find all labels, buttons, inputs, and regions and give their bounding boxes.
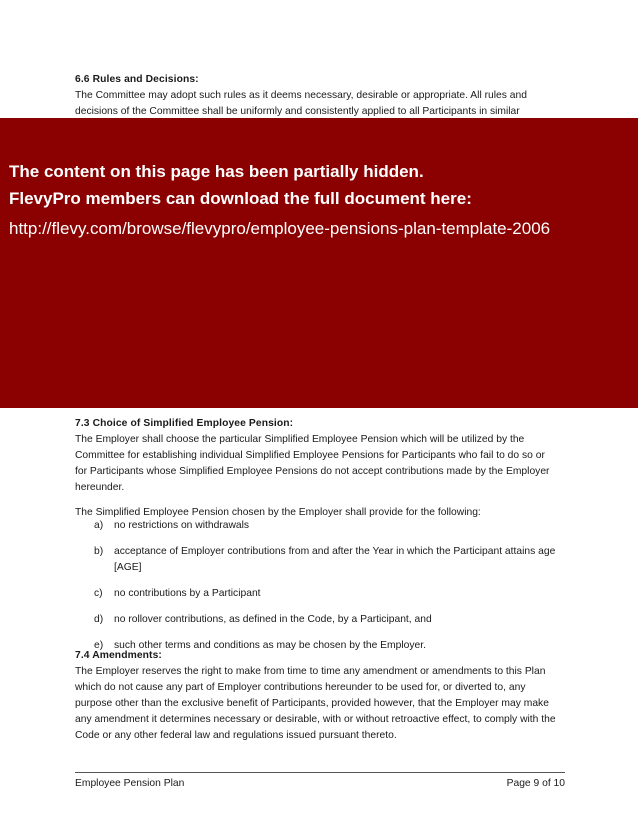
- list-item: [94, 586, 564, 602]
- banner-notice: The content on this page has been partially hidden.: [9, 162, 424, 181]
- section-heading: 7.3 Choice of Simplified Employee Pension:: [75, 418, 294, 429]
- paragraph-line: decisions of the Committee shall be uniformly and consistently applied to all Participants in similar: [75, 106, 520, 117]
- list-item-text: such other terms and conditions as may be chosen by the Employer.: [114, 640, 426, 651]
- banner-download-text: FlevyPro members can download the full document here:: [9, 189, 472, 208]
- section-heading: 7.4 Amendments:: [75, 650, 162, 661]
- list-item: [94, 612, 564, 628]
- list-marker: a): [94, 520, 104, 531]
- list-marker: d): [94, 614, 104, 625]
- paragraph-line: The Employer reserves the right to make from time to time any amendment or amendments to this Plan: [75, 666, 546, 677]
- footer-document-title: Employee Pension Plan: [75, 778, 185, 789]
- list-item: [94, 518, 564, 534]
- paragraph-line: hereunder.: [75, 482, 125, 493]
- paragraph-line: Committee for establishing individual Simplified Employee Pensions for Participants who fail to do so or: [75, 450, 545, 461]
- provision-list: [94, 518, 564, 664]
- list-item-text: no rollover contributions, as defined in the Code, by a Participant, and: [114, 614, 432, 625]
- list-item-text: no restrictions on withdrawals: [114, 520, 250, 531]
- list-marker: b): [94, 546, 104, 557]
- section-heading: 6.6 Rules and Decisions:: [75, 74, 199, 85]
- footer-page-number: Page 9 of 10: [506, 778, 565, 789]
- paragraph-line: any amendment it determines necessary or desirable, with or without retroactive effect, to comply with the: [75, 714, 556, 725]
- banner-download-link[interactable]: http://flevy.com/browse/flevypro/employee-pensions-plan-template-2006: [9, 219, 551, 238]
- section-7-3: [75, 416, 565, 521]
- content-hidden-banner: [0, 118, 638, 408]
- paragraph-line: The Committee may adopt such rules as it deems necessary, desirable or appropriate. All rules and: [75, 90, 527, 101]
- paragraph-line: purpose other than the exclusive benefit of Participants, provided however, that the Employer may make: [75, 698, 549, 709]
- list-item-text: no contributions by a Participant: [114, 588, 261, 599]
- list-marker: e): [94, 640, 104, 651]
- paragraph-line: for Participants whose Simplified Employee Pensions do not accept contributions made by the Employer: [75, 466, 550, 477]
- paragraph-intro: The Simplified Employee Pension chosen by the Employer shall provide for the following:: [75, 507, 481, 518]
- paragraph-line: which do not cause any part of Employer contributions hereunder to be used for, or diverted to, any: [75, 682, 526, 693]
- paragraph-line: Code or any other federal law and regulations issued pursuant thereto.: [75, 730, 397, 741]
- list-item: [94, 544, 564, 576]
- footer-divider: [75, 772, 565, 773]
- paragraph-line: The Employer shall choose the particular Simplified Employee Pension which will be utilized by the: [75, 434, 525, 445]
- list-marker: c): [94, 588, 103, 599]
- section-7-4: [75, 648, 565, 744]
- list-item-text: acceptance of Employer contributions from and after the Year in which the Participant attains age [AGE]: [114, 546, 556, 573]
